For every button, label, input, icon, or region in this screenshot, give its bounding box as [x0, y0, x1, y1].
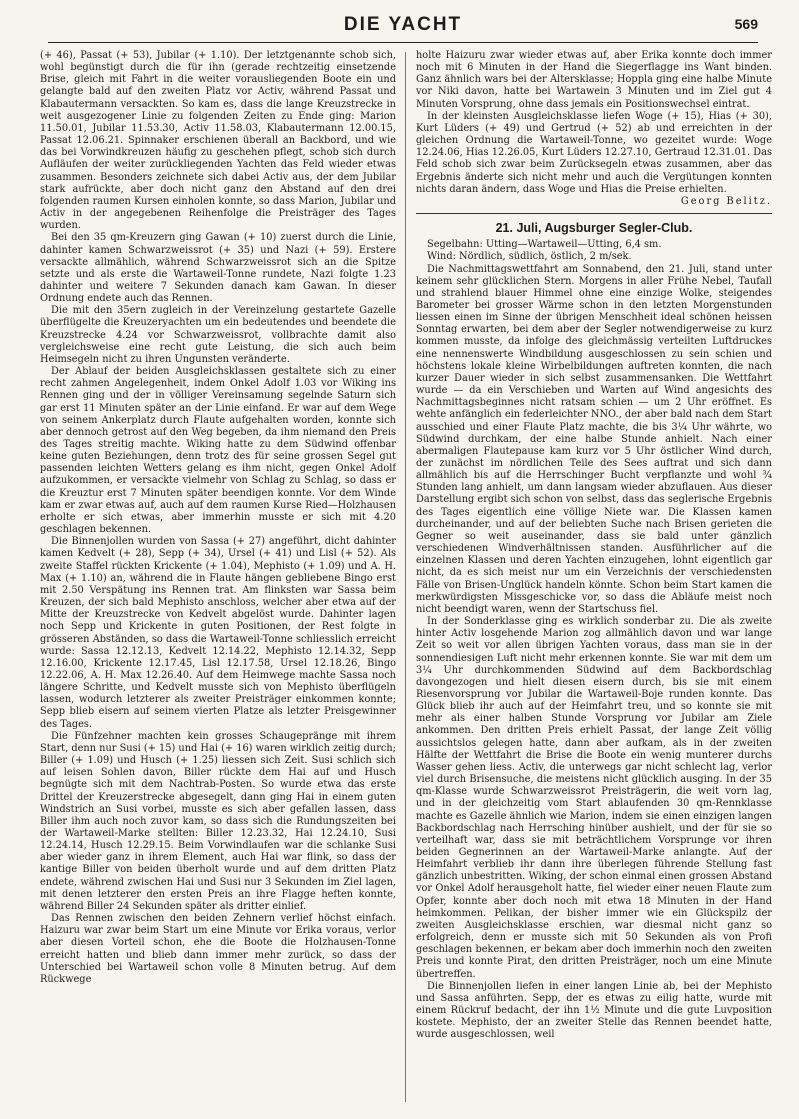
- paragraph: Die Fünfzehner machten kein grosses Schaugepränge mit ihrem Start, denn nur Susi (+ 15) und Hai (+ 16) waren wirklich zeitig durch; Biller (+ 1.09) und Husch (+ 1.25) liessen sich Zeit. Susi schlich sich auf leisen Sohlen davon, Biller rückte dem Hai auf und Husch begnügte sich mit dem Nachtrab-Posten. So wurde etwa das erste Drittel der Kreuzerstrecke abgesegelt, dann ging Hai in einem guten Windstrich an Susi vorbei, musste es sich aber gefallen lassen, dass Biller ihm auch noch zuvor kam, so dass sich die Rundungszeiten bei der Wartaweil-Marke stellten: Biller 12.23.32, Hai 12.24.10, Susi 12.24.14, Husch 12.29.15. Beim Vorwindlaufen war die schlanke Susi aber wieder ganz in ihrem Element, auch Hai war flink, so dass der kantige Biller von beiden überholt wurde und auf dem dritten Platz endete, während zwischen Hai und Susi nur 3 Sekunden im Ziel lagen, mit denen letzterer den ersten Preis an ihre Flagge heften konnte, während Biller 24 Sekunden später als dritter einlief.: [40, 730, 396, 912]
- section-heading: 21. Juli, Augsburger Segler-Club.: [495, 221, 693, 236]
- paragraph: In der kleinsten Ausgleichsklasse liefen Woge (+ 15), Hias (+ 30), Kurt Lüders (+ 49) und Gertrud (+ 52) ab und erreichten in der gleichen Ordnung die Wartaweil-Tonne, wo gezeitet wurde: Woge 12.24.06, Hias 12.26.05, Kurt Lüders 12.27.10, Gertraud 12.31.01. Das Feld schob sich zwar beim Zurücksegeln etwas zusammen, aber das Ergebnis änderte sich nicht mehr und auch die Vergütungen konnten nichts daran ändern, dass Woge und Hias die Preise erhielten.: [416, 110, 772, 195]
- page-number: 569: [734, 16, 758, 32]
- paragraph: Die Binnenjollen wurden von Sassa (+ 27) angeführt, dicht dahinter kamen Kedvelt (+ 28), Sepp (+ 34), Ursel (+ 41) und Lisl (+ 52). Als zweite Staffel rückten Krickente (+ 1.04), Mephisto (+ 1.09) und A. H. Max (+ 1.10) an, während die in Flaute hängen gebliebene Bingo erst mit 2.50 Verspätung ins Rennen trat. Am flinksten war Sassa beim Kreuzen, der sich bald Mephisto anschloss, welcher aber etwa auf der Mitte der Kreuzstrecke von Kedvelt abgelöst wurde. Dahinter lagen noch Sepp und Krickente in guten Positionen, der Rest folgte in grösseren Abständen, so dass die Wartaweil-Tonne schliesslich erreicht wurde: Sassa 12.12.13, Kedvelt 12.14.22, Mephisto 12.14.32, Sepp 12.16.00, Krickente 12.17.45, Lisl 12.17.58, Ursel 12.18.26, Bingo 12.22.06, A. H. Max 12.26.40. Auf dem Heimwege machte Sassa noch längere Schritte, und Kedvelt musste sich von Mephisto überflügeln lassen, wodurch letzterer als zweiter Preisträger einkommen konnte; Sepp blieb eisern auf seinem vierten Platze als letzter Preisgewinner des Tages.: [40, 536, 396, 730]
- paragraph: Die mit den 35ern zugleich in der Vereinzelung gestartete Gazelle überflügelte die Kreuzeryachten um ein bedeutendes und beendete die Kreuzstrecke 4.24 vor Schwarzweissrot, vollbrachte damit also vergleichsweise eine recht gute Leistung, die sich auch beim Heimsegeln nicht zu ihren Ungunsten veränderte.: [40, 305, 396, 365]
- paragraph: (+ 46), Passat (+ 53), Jubilar (+ 1.10). Der letztgenannte schob sich, wohl begünstigt durch die für ihn (gerade rechtzeitig einsetzende Brise, gleich mit Fahrt in die weiter vorausliegenden Boote ein und gelangte bald auf den zweiten Platz vor Activ, während Passat und Klabautermann versackten. So kam es, dass die lange Kreuzstrecke in weit ausgezogener Linie zu folgenden Zeiten zu Ende ging: Marion 11.50.01, Jubilar 11.53.30, Activ 11.58.03, Klabautermann 12.00.15, Passat 12.06.21. Spinnaker erschienen überall an Backbord, und wie das bei Vorwindkreuzen häufig zu geschehen pflegt, schob sich durch Aufläufen der weiter zurückliegenden Yachten das Feld wieder etwas zusammen. Besonders zeichnete sich dabei Activ aus, der dem Jubilar stark aufrückte, aber doch nicht ganz den Abstand auf den drei folgenden raumen Kursen einholen konnte, so dass Marion, Jubilar und Activ in der angegebenen Reihenfolge die Preisträger des Tages wurden.: [40, 50, 396, 232]
- author-signature: Georg Belitz.: [680, 195, 772, 207]
- section-divider: [416, 213, 772, 214]
- course-info: Segelbahn: Utting—Wartaweil—Utting, 6,4 sm.: [427, 239, 662, 251]
- paragraph: holte Haizuru zwar wieder etwas auf, aber Erika konnte doch immer noch mit 6 Minuten in der Hand die Siegerflagge ins Want binden. Ganz ähnlich wars bei der Altersklasse; Hoppla ging eine halbe Minute vor Niki davon, hatte bei Wartawein 3 Minuten und im Ziel gut 4 Minuten Vorsprung, ohne dass jemals ein Positionswechsel eintrat.: [416, 50, 772, 110]
- column-divider: [405, 52, 406, 1102]
- right-column: [416, 50, 772, 1105]
- paragraph: Der Ablauf der beiden Ausgleichsklassen gestaltete sich zu einer recht zahmen Angelegenheit, indem Onkel Adolf 1.03 vor Wiking ins Rennen ging und der in völliger Vereinsamung segelnde Saturn sich gar erst 11 Minuten später an der Linie einfand. Er war auf dem Wege von seinem Ankerplatz durch Flaute aufgehalten worden, konnte sich aber dennoch getrost auf den Weg begeben, da ihm niemand den Preis des Tages streitig machte. Wiking hatte zu dem Südwind offenbar keine guten Beziehungen, denn trotz des für seine grossen Segel gut passenden leichten Wetters gelang es ihm nicht, gegen Onkel Adolf aufzukommen, er versackte vielmehr von Schlag zu Schlag, so dass er die Kreuztur erst 7 Minuten später beendigen konnte. Vor dem Winde kam er zwar etwas auf, auch auf dem raumen Kurse Ried—Holzhausen erholte er sich etwas, aber immerhin musste er sich mit 4.20 geschlagen bekennen.: [40, 366, 396, 536]
- left-column: [40, 50, 396, 1105]
- paragraph: Die Nachmittagswettfahrt am Sonnabend, den 21. Juli, stand unter keinem sehr glücklichen Stern. Morgens in aller Frühe Nebel, Taufall und strahlend blauer Himmel ohne eine einzige Wolke, steigendes Barometer bei grosser Wärme schon in den letzten Morgenstunden liessen einen im Sinne der übrigen Menschheit ideal schönen heissen Sonntag erwarten, bei dem aber der Segler notwendigerweise zu kurz kommen musste, da infolge des gleichmässig verteilten Luftdruckes eine nennenswerte Windbildung ausgeschlossen zu sein schien und höchstens lokale kleine Wirbelbildungen auftreten konnten, die nach kurzer Dauer wieder in sich selbst zusammensanken. Die Wettfahrt wurde — da ein Verschieben und Warten auf Wind angesichts des Nachmittagsbeginnes nicht ratsam schien — um 2 Uhr eröffnet. Es wehte anfänglich ein federleichter NNO., der aber bald nach dem Start ausschied und einer Flaute Platz machte, die bis 3¼ Uhr währte, wo Südwind durchkam, der eine halbe Stunde anhielt. Nach einer abermaligen Flautepause kam kurz vor 5 Uhr östlicher Wind durch, der zunächst im nördlichen Teile des Sees auftrat und sich dann allmählich bis auf die Herrschinger Bucht verpflanzte und wohl ¾ Stunden lang anhielt, um dann langsam wieder abzuflauen. Aus dieser Darstellung ergibt sich schon von selbst, dass das seglerische Ergebnis des Tages eigentlich eine völlige Niete war. Die Klassen kamen durcheinander, und auf der beliebten Suche nach Brisen gerieten die Gegner so weit auseinander, dass sie bald unter gänzlich verschiedenen Windverhältnissen standen. Ausführlicher auf die einzelnen Klassen und deren Yachten einzugehen, lohnt eigentlich gar nicht, da es sich meist nur um ein Verzeichnis der verschiedensten Fälle von Brisen-Unglück handeln könnte. Schon beim Start kamen die merkwürdigsten Missgeschicke vor, so dass die Abläufe meist noch nicht beendigt waren, wenn der Startschuss fiel.: [416, 263, 772, 615]
- page-header: [48, 12, 758, 43]
- magazine-title: DIE YACHT: [343, 14, 463, 35]
- paragraph: Bei den 35 qm-Kreuzern ging Gawan (+ 10) zuerst durch die Linie, dahinter kamen Schwarzweissrot (+ 35) und Nazi (+ 59). Erstere versackte allmählich, während Schwarzweissrot sich an die Spitze setzte und als erste die Wartaweil-Tonne rundete, Nazi folgte 1.23 dahinter und weitere 7 Sekunden danach kam Gawan. In dieser Ordnung endete auch das Rennen.: [40, 232, 396, 305]
- wind-info: Wind: Nördlich, südlich, östlich, 2 m/sek.: [427, 251, 632, 263]
- paragraph: In der Sonderklasse ging es wirklich sonderbar zu. Die als zweite hinter Activ losgehende Marion zog allmählich davon und war lange Zeit so weit vor allen übrigen Yachten voraus, dass man sie in der sonnendiesigen Luft nicht mehr erkennen konnte. Sie war mit dem um 3¼ Uhr durchkommenden Südwind auf dem Backbordschlag davongezogen und hielt diesen eisern durch, bis sie mit einem Riesenvorsprung vor Jubilar die Wartaweil-Boje runden konnte. Das Glück blieb ihr auch auf der Heimfahrt treu, und so konnte sie mit mehr als einer halben Stunde Vorsprung vor Jubilar am Ziele ankommen. Den dritten Preis erhielt Passat, der lange Zeit völlig aussichtslos gelegen hatte, dann aber aufkam, als in der zweiten Hälfte der Wettfahrt die Brise die Boote ein wenig munterer durchs Wasser gehen liess. Activ, die unterwegs gar nicht schlecht lag, verlor viel durch Brisensuche, die meistens nicht glücklich ausging. In der 35 qm-Klasse wurde Schwarzweissrot Preisträgerin, die weit vorn lag, und in der gleichzeitig vom Start ablaufenden 30 qm-Rennklasse machte es Gazelle ähnlich wie Marion, indem sie einen einzigen langen Backbordschlag nach Herrsching hinüber aushielt, und der für sie so verteilhaft war, dass sie mit beträchtlichem Vorsprunge vor ihren beiden Gegnerinnen an der Wartaweil-Marke anlangte. Auf der Heimfahrt verblieb ihr dann ihre überlegen führende Stellung fast gänzlich unbestritten. Wiking, der schon einmal einen grossen Abstand vor Onkel Adolf herausgeholt hatte, fiel wieder einer neuen Flaute zum Opfer, konnte aber doch noch mit etwa 18 Minuten in der Hand heimkommen. Pelikan, der bisher immer wie ein Glückspilz der zweiten Ausgleichsklasse erschien, war diesmal nicht ganz so erfolgreich, denn er musste sich mit 50 Sekunden als von Profi geschlagen bekennen, er bekam aber doch immerhin noch den zweiten Preis und konnte Pirat, den dritten Preisträger, noch um eine Minute übertreffen.: [416, 616, 772, 980]
- paragraph: Die Binnenjollen liefen in einer langen Linie ab, bei der Mephisto und Sassa anführten. Sepp, der es etwas zu eilig hatte, wurde mit einem Rückruf bedacht, der ihn 1½ Minute und die gute Luvposition kostete. Mephisto, der an zweiter Stelle das Rennen beendet hatte, wurde ausgeschlossen, weil: [416, 980, 772, 1041]
- paragraph: Das Rennen zwischen den beiden Zehnern verlief höchst einfach. Haizuru war zwar beim Start um eine Minute vor Erika voraus, verlor aber diesen Vorteil schon, ehe die Boote die Holzhausen-Tonne erreicht hatten und blieb dann immer mehr zurück, so dass der Unterschied bei Wartaweil schon volle 8 Minuten betrug. Auf dem Rückwege: [40, 913, 396, 985]
